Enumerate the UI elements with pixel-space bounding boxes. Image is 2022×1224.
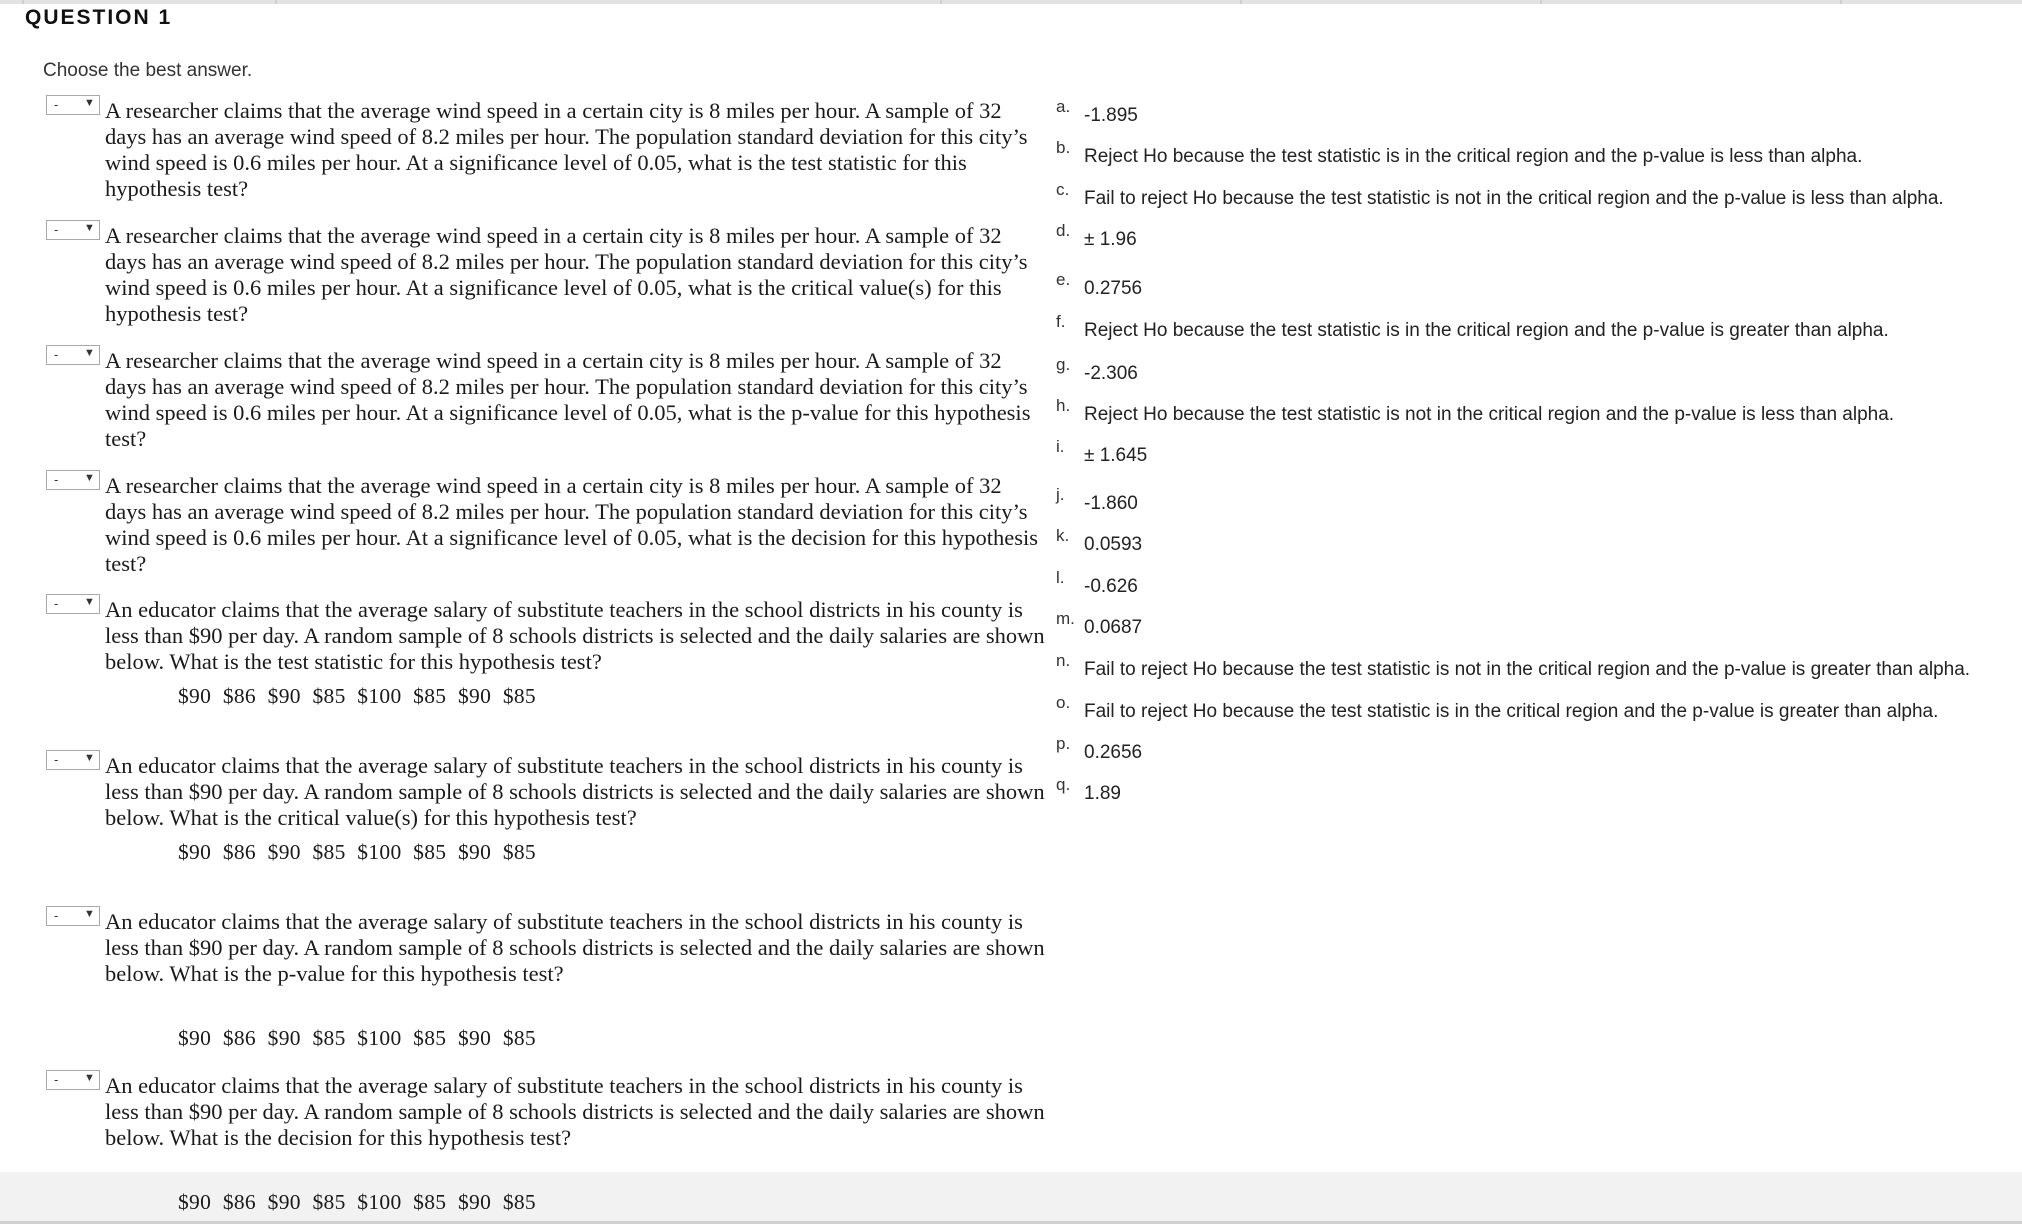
answer-letter: e. <box>1056 270 1071 289</box>
answer-text: Fail to reject Ho because the test statistic is not in the critical region and the p-value is greater than alpha. <box>1084 659 1971 680</box>
answer-text: -1.895 <box>1084 105 1138 126</box>
select-value: - <box>54 596 59 611</box>
select-value: - <box>54 222 59 237</box>
salary-list: $90 $86 $90 $85 $100 $85 $90 $85 <box>178 1026 536 1050</box>
question-text: A researcher claims that the average wind speed in a certain city is 8 miles per hour. A sample of 32 days has an average wind speed of 8.2 miles per hour. The population standard deviation for this city’s wind speed is 0.6 miles per hour. At a significance level of 0.05, what is the decision for this hypothesis test? <box>105 473 1038 576</box>
top-divider-tick <box>1840 0 1842 4</box>
salary-list: $90 $86 $90 $85 $100 $85 $90 $85 <box>178 840 536 864</box>
top-divider-tick <box>1240 0 1242 4</box>
answer-text: 0.0687 <box>1084 617 1143 638</box>
answer-text: Fail to reject Ho because the test statistic is in the critical region and the p-value is greater than alpha. <box>1084 701 1939 722</box>
answer-select[interactable] <box>46 220 100 240</box>
top-divider-tick <box>22 0 24 4</box>
question-text: A researcher claims that the average wind speed in a certain city is 8 miles per hour. A sample of 32 days has an average wind speed of 8.2 miles per hour. The population standard deviation for this city’s wind speed is 0.6 miles per hour. At a significance level of 0.05, what is the p-value for this hypothesis test? <box>105 348 1031 451</box>
top-divider-tick <box>275 0 277 4</box>
question-text: An educator claims that the average salary of substitute teachers in the school districts in his county is less than $90 per day. A random sample of 8 schools districts is selected and the daily salaries are shown below. What is the p-value for this hypothesis test? <box>105 909 1045 986</box>
answer-text: 0.0593 <box>1084 534 1143 555</box>
question-title: QUESTION 1 <box>25 6 173 29</box>
question-text: An educator claims that the average salary of substitute teachers in the school districts in his county is less than $90 per day. A random sample of 8 schools districts is selected and the daily salaries are shown below. What is the decision for this hypothesis test? <box>105 1073 1045 1150</box>
answer-text: -2.306 <box>1084 363 1138 384</box>
answer-letter: m. <box>1056 609 1075 628</box>
answer-select[interactable] <box>46 594 100 614</box>
chevron-down-icon: ▼ <box>84 472 95 484</box>
answer-letter: o. <box>1056 693 1071 712</box>
answer-letter: l. <box>1056 568 1065 587</box>
question-text: A researcher claims that the average wind speed in a certain city is 8 miles per hour. A sample of 32 days has an average wind speed of 8.2 miles per hour. The population standard deviation for this city’s wind speed is 0.6 miles per hour. At a significance level of 0.05, what is the test statistic for this hypothesis test? <box>105 98 1028 201</box>
chevron-down-icon: ▼ <box>84 347 95 359</box>
answer-text: 0.2656 <box>1084 742 1143 763</box>
answer-select[interactable] <box>46 906 100 926</box>
select-value: - <box>54 752 59 767</box>
answer-text: Reject Ho because the test statistic is in the critical region and the p-value is greater than alpha. <box>1084 320 1889 341</box>
select-value: - <box>54 97 59 112</box>
answer-text: Reject Ho because the test statistic is not in the critical region and the p-value is less than alpha. <box>1084 404 1895 425</box>
chevron-down-icon: ▼ <box>84 97 95 109</box>
answer-letter: i. <box>1056 437 1065 456</box>
chevron-down-icon: ▼ <box>84 1072 95 1084</box>
question-text: An educator claims that the average salary of substitute teachers in the school districts in his county is less than $90 per day. A random sample of 8 schools districts is selected and the daily salaries are shown below. What is the test statistic for this hypothesis test? <box>105 597 1045 674</box>
answer-text: 0.2756 <box>1084 278 1143 299</box>
question-text: An educator claims that the average salary of substitute teachers in the school districts in his county is less than $90 per day. A random sample of 8 schools districts is selected and the daily salaries are shown below. What is the critical value(s) for this hypothesis test? <box>105 753 1045 830</box>
chevron-down-icon: ▼ <box>84 752 95 764</box>
answer-select[interactable] <box>46 345 100 365</box>
answer-text: ± 1.645 <box>1084 445 1148 466</box>
answer-select[interactable] <box>46 750 100 770</box>
answer-letter: k. <box>1056 526 1070 545</box>
answer-letter: f. <box>1056 312 1066 331</box>
answer-letter: q. <box>1056 775 1071 794</box>
top-divider-tick <box>1540 0 1542 4</box>
answer-letter: c. <box>1056 180 1070 199</box>
select-value: - <box>54 1072 59 1087</box>
answer-letter: d. <box>1056 221 1071 240</box>
answer-letter: a. <box>1056 97 1071 116</box>
answer-letter: n. <box>1056 651 1071 670</box>
answer-text: -1.860 <box>1084 493 1138 514</box>
answer-letter: p. <box>1056 734 1071 753</box>
answer-letter: b. <box>1056 138 1071 157</box>
top-divider <box>0 0 2022 4</box>
top-divider-tick <box>940 0 942 4</box>
salary-list: $90 $86 $90 $85 $100 $85 $90 $85 <box>178 1190 536 1214</box>
select-value: - <box>54 347 59 362</box>
answer-text: ± 1.96 <box>1084 229 1137 250</box>
answer-select[interactable] <box>46 1070 100 1090</box>
question-text: A researcher claims that the average wind speed in a certain city is 8 miles per hour. A sample of 32 days has an average wind speed of 8.2 miles per hour. The population standard deviation for this city’s wind speed is 0.6 miles per hour. At a significance level of 0.05, what is the critical value(s) for this hypothesis test? <box>105 223 1028 326</box>
answer-letter: g. <box>1056 355 1071 374</box>
answer-text: Fail to reject Ho because the test statistic is not in the critical region and the p-value is less than alpha. <box>1084 188 1944 209</box>
chevron-down-icon: ▼ <box>84 596 95 608</box>
salary-list: $90 $86 $90 $85 $100 $85 $90 $85 <box>178 684 536 708</box>
instructions-text: Choose the best answer. <box>43 60 253 81</box>
chevron-down-icon: ▼ <box>84 222 95 234</box>
answer-letter: h. <box>1056 396 1071 415</box>
chevron-down-icon: ▼ <box>84 908 95 920</box>
answer-text: -0.626 <box>1084 576 1138 597</box>
answer-select[interactable] <box>46 470 100 490</box>
answer-letter: j. <box>1056 485 1065 504</box>
answer-text: 1.89 <box>1084 783 1121 804</box>
select-value: - <box>54 908 59 923</box>
answer-text: Reject Ho because the test statistic is in the critical region and the p-value is less than alpha. <box>1084 146 1863 167</box>
select-value: - <box>54 472 59 487</box>
answer-select[interactable] <box>46 95 100 115</box>
